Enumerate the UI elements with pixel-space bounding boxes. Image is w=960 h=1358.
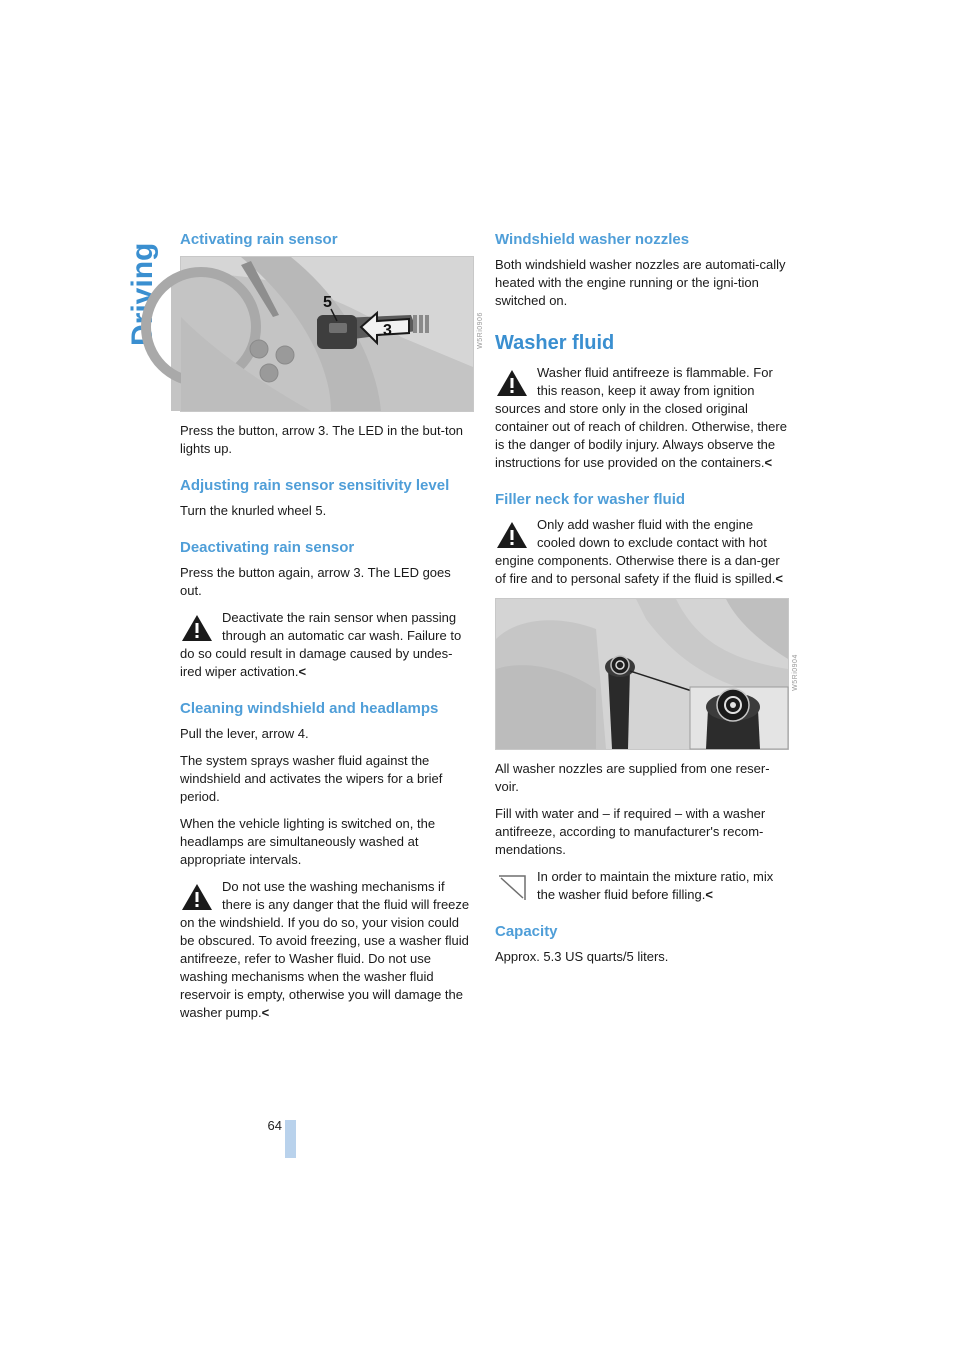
filler-p1: All washer nozzles are supplied from one reser-voir. (495, 761, 770, 794)
adjusting-text: Turn the knurled wheel 5. (180, 503, 327, 518)
figure-steering-wheel-lever (180, 256, 485, 412)
left-column (180, 230, 485, 1032)
callout-3: 3 (383, 322, 392, 339)
warning-deactivate (180, 609, 472, 681)
note-corner-icon (495, 872, 529, 902)
end-mark: < (705, 887, 713, 902)
heading-filler-neck: Filler neck for washer fluid (495, 491, 686, 508)
heading-cleaning: Cleaning windshield and headlamps (180, 700, 439, 717)
capacity-text: Approx. 5.3 US quarts/5 liters. (495, 949, 669, 964)
right-column (495, 230, 800, 975)
margin-bar (285, 1120, 296, 1158)
heading-activating: Activating rain sensor (180, 231, 338, 248)
end-mark: < (764, 455, 773, 470)
warning-triangle-icon (180, 882, 214, 912)
filler-neck-illustration (496, 599, 788, 749)
warning-filler-text: Only add washer fluid with the engine cooled down to exclude contact with hot engine components. Otherwise there is a dan-ger of fire and to personal safety if the fluid is spilled. (495, 517, 780, 586)
figure-code: W5Ri0906 (477, 312, 485, 349)
end-mark: < (261, 1005, 270, 1020)
heading-capacity: Capacity (495, 923, 558, 940)
section-title-text: Driving (126, 242, 159, 346)
end-mark: < (298, 664, 307, 679)
heading-washer-fluid: Washer fluid (495, 332, 615, 354)
deactivating-text: Press the button again, arrow 3. The LED goes out. (180, 565, 451, 598)
end-mark: < (775, 571, 783, 586)
filler-p2: Fill with water and – if required – with a washer antifreeze, according to manufacturer's recom-mendations. (495, 806, 766, 857)
info-note-text: In order to maintain the mixture ratio, mix the washer fluid before filling. (537, 869, 774, 902)
page-number: 64 (267, 1118, 282, 1133)
activating-text: Press the button, arrow 3. The LED in the but-ton lights up. (180, 423, 464, 456)
warning-triangle-icon (495, 520, 529, 550)
warning-flammable (495, 364, 787, 472)
figure-code: W5Ri0904 (792, 654, 800, 691)
warning-triangle-icon (495, 368, 529, 398)
warning-filler (495, 516, 787, 588)
info-note-mixture (495, 868, 787, 904)
callout-5: 5 (323, 294, 332, 311)
warning-cleaning (180, 878, 472, 1022)
warning-deactivate-text: Deactivate the rain sensor when passing through an automatic car wash. Failure to do so could result in damage caused by undes-ired wiper activation. (180, 610, 462, 679)
steering-wheel-illustration (181, 257, 473, 411)
warning-flammable-text: Washer fluid antifreeze is flammable. For this reason, keep it away from ignition sources and store only in the closed original container out of reach of children. Otherwise, there is the danger of bodily injury. Always observe the instructions for use provided on the containers. (495, 365, 787, 470)
cleaning-p1: Pull the lever, arrow 4. (180, 726, 309, 741)
figure-filler-neck (495, 598, 800, 750)
warning-cleaning-text: Do not use the washing mechanisms if there is any danger that the fluid will freeze on the windshield. If you do so, your vision could be obscured. To avoid freezing, use a washer fluid antifreeze, refer to Washer fluid. Do not use washing mechanisms when the washer fluid reservoir is empty, otherwise you will damage the washer pump. (180, 879, 470, 1020)
cleaning-p2: The system sprays washer fluid against the windshield and activates the wipers for a brief period. (180, 753, 443, 804)
heading-nozzles: Windshield washer nozzles (495, 231, 690, 248)
cleaning-p3: When the vehicle lighting is switched on, the headlamps are simultaneously washed at appropriate intervals. (180, 816, 436, 867)
nozzles-text: Both windshield washer nozzles are automati-cally heated with the engine running or the igni-tion switched on. (495, 257, 786, 308)
heading-deactivating: Deactivating rain sensor (180, 539, 355, 556)
warning-triangle-icon (180, 613, 214, 643)
heading-adjusting: Adjusting rain sensor sensitivity level (180, 477, 450, 494)
